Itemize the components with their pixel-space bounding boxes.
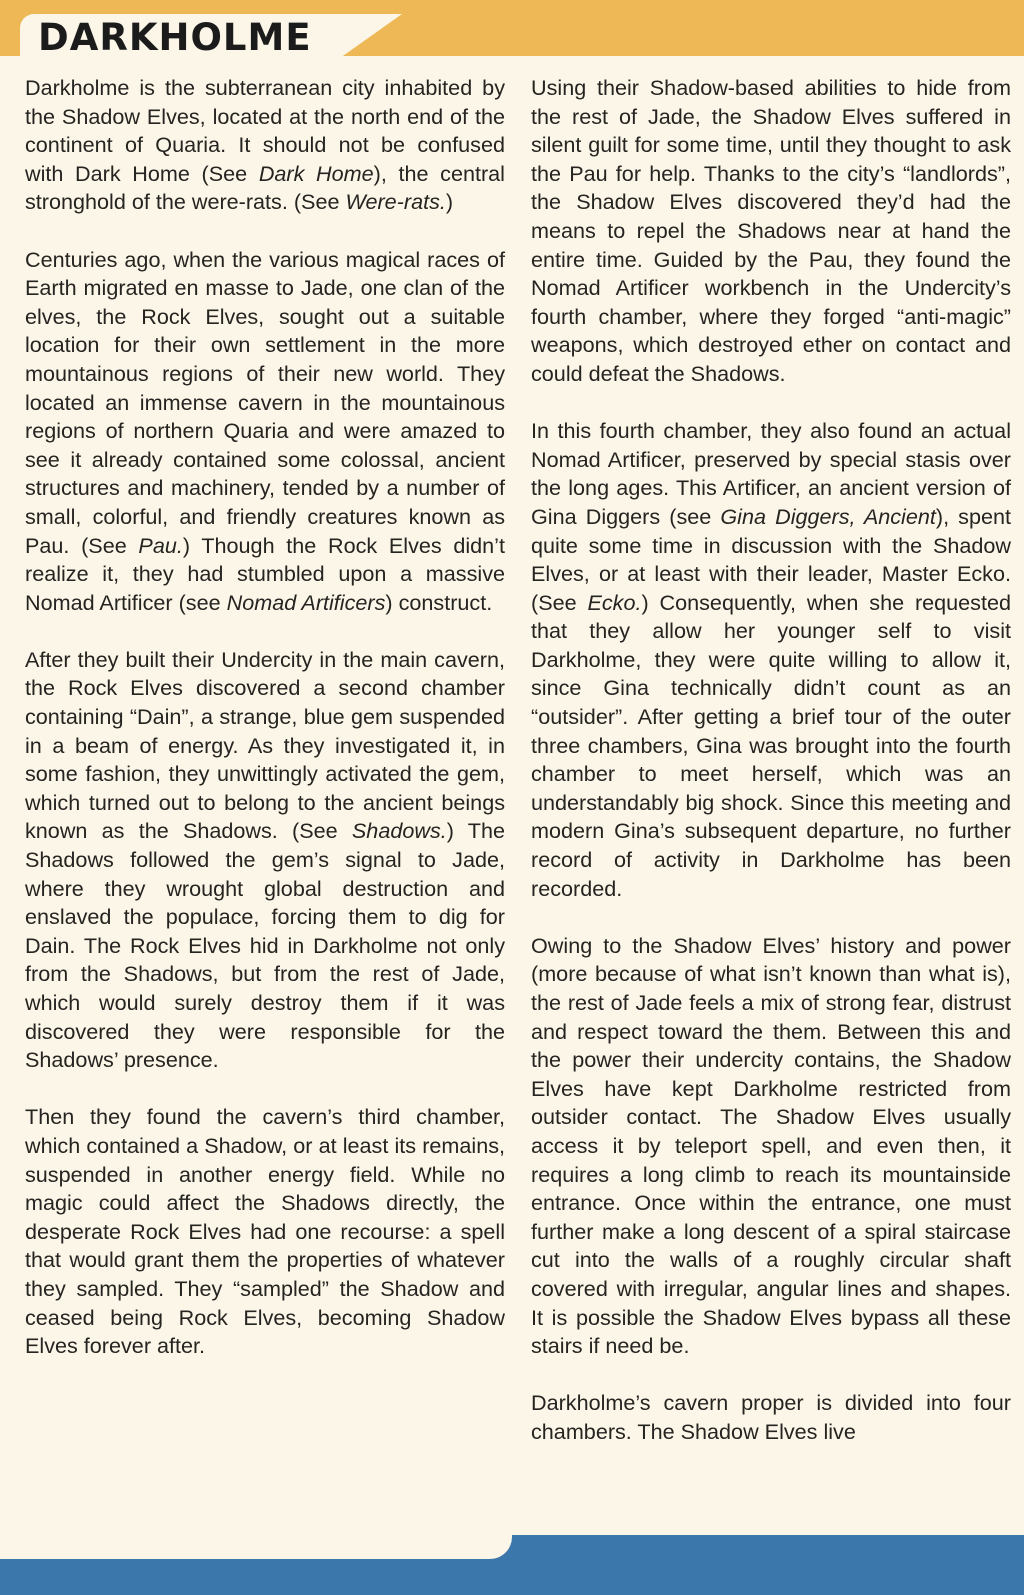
text-run: In this fourth chamber, they also found an actual Nomad Artificer, preserved by special stasis over the long ages. This Artificer, an ancient version of Gina Diggers (see (531, 418, 1011, 529)
right-column (531, 74, 1011, 1447)
italic-reference: Pau. (138, 532, 183, 558)
text-run: Owing to the Shadow Elves’ history and power (more because of what isn’t known than what is), the rest of Jade feels a mix of strong fear, distrust and respect toward the them. Between this and the power their undercity contains, the Shadow Elves have kept Darkholme restricted from outsider contact. The Shadow Elves usually access it by teleport spell, and even then, it requires a long climb to reach its mountainside entrance. Once within the entrance, one must further make a long descent of a spiral staircase cut into the walls of a roughly circular shaft covered with irregular, angular lines and shapes. It is possible the Shadow Elves bypass all these stairs if need be. (531, 932, 1011, 1359)
text-run: After they built their Undercity in the main cavern, the Rock Elves discovered a second chamber containing “Dain”, a strange, blue gem suspended in a beam of energy. As they investigated it, in some fashion, they unwittingly activated the gem, which turned out to belong to the ancient beings known as the Shadows. (See (25, 646, 505, 844)
text-run: ) construct. (385, 589, 493, 615)
text-run: ) Though the Rock Elves didn’t realize it, they had stumbled upon a massive Nomad Artificer (see (25, 532, 505, 615)
paragraph (531, 932, 1011, 1361)
paragraph (531, 1389, 1011, 1446)
left-column (25, 74, 505, 1361)
text-run: ), the central stronghold of the were-rats. (See (25, 160, 505, 215)
text-run: ) (445, 189, 454, 215)
paragraph (25, 74, 505, 217)
paragraph (25, 246, 505, 618)
section-title: DARKHOLME (38, 16, 312, 59)
paragraph (531, 74, 1011, 389)
italic-reference: Dark Home (258, 160, 374, 186)
footer-notch (0, 1535, 512, 1559)
paragraph (25, 646, 505, 1075)
text-run: Darkholme’s cavern proper is divided into four chambers. The Shadow Elves live (531, 1390, 1011, 1444)
italic-reference: Were-rats. (345, 189, 446, 215)
italic-reference: Shadows. (351, 818, 447, 844)
text-run: Then they found the cavern’s third chamber, which contained a Shadow, or at least its remains, suspended in another energy field. While no magic could affect the Shadows directly, the desperate Rock Elves had one recourse: a spell that would grant them the properties of whatever they sampled. They “sampled” the Shadow and ceased being Rock Elves, becoming Shadow Elves forever after. (25, 1104, 505, 1359)
text-run: ) The Shadows followed the gem’s signal to Jade, where they wrought global destruction and enslaved the populace, forcing them to dig for Dain. The Rock Elves hid in Darkholme not only from the Shadows, but from the rest of Jade, which would surely destroy them if it was discovered they were responsible for the Shadows’ presence. (25, 818, 506, 1073)
text-run: Darkholme is the subterranean city inhabited by the Shadow Elves, located at the north end of the continent of Quaria. It should not be confused with Dark Home (See (25, 75, 505, 186)
text-run: ), spent quite some time in discussion with the Shadow Elves, or at least with their leader, Master Ecko. (See (531, 503, 1012, 615)
paragraph (531, 417, 1011, 903)
italic-reference: Nomad Artificers (226, 589, 386, 615)
italic-reference: Gina Diggers, Ancient (720, 503, 936, 529)
text-run: Centuries ago, when the various magical races of Earth migrated en masse to Jade, one clan of the elves, the Rock Elves, sought out a suitable location for their own settlement in the more mountainous regions of their new world. They located an immense cavern in the mountainous regions of northern Quaria and were amazed to see it already contained some colossal, ancient structures and machinery, tended by a number of small, colorful, and friendly creatures known as Pau. (See (25, 246, 505, 558)
text-run: ) Consequently, when she requested that they allow her younger self to visit Darkholme, they were quite willing to allow it, since Gina technically didn’t count as an “outsider”. After getting a brief tour of the outer three chambers, Gina was brought into the fourth chamber to meet herself, which was an understandably big shock. Since this meeting and modern Gina’s subsequent departure, no further record of activity in Darkholme has been recorded. (531, 589, 1011, 901)
italic-reference: Ecko. (587, 589, 642, 615)
paragraph (25, 1103, 505, 1360)
text-run: Using their Shadow-based abilities to hide from the rest of Jade, the Shadow Elves suffered in silent guilt for some time, until they thought to ask the Pau for help. Thanks to the city’s “landlords”, the Shadow Elves discovered they’d had the means to repel the Shadows near at hand the entire time. Guided by the Pau, they found the Nomad Artificer workbench in the Undercity’s fourth chamber, where they forged “anti-magic” weapons, which destroyed ether on contact and could defeat the Shadows. (531, 75, 1011, 386)
